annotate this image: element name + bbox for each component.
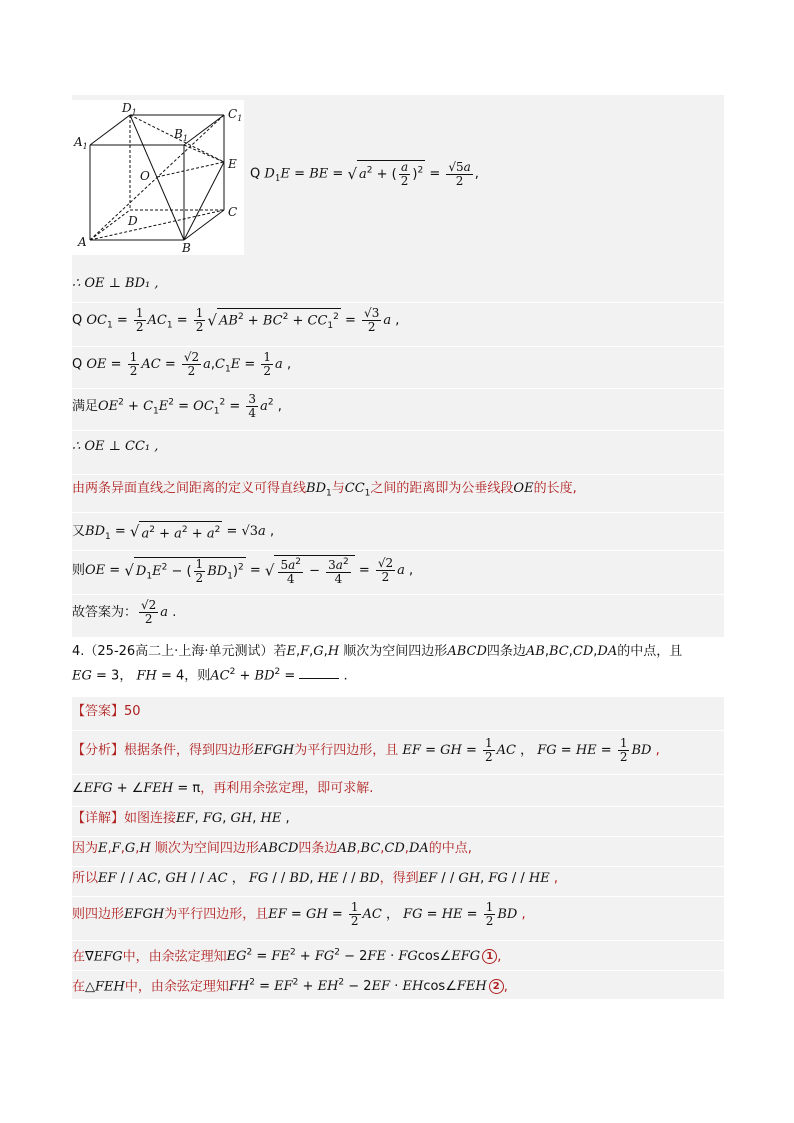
label-b1: $B_1$ [174,127,188,143]
detail-line-4: 则四边形EFGH为平行四边形，且EF = GH = $\frac{1}{2}$ AC ， FG = HE = $\frac{1}{2}$ BD , [72,896,724,941]
line-then-oe: 则OE = √ $D_1E^2$ − ( $\frac{1}{2}$ $BD_1)^2$ = √ $\frac{5a^2}{4}$ − $\frac{3a^2}{4}$ = $\frac{√2}{2}$ a , [72,550,724,597]
line-bd1: 又$BD_1$ = √ $a^2 + a^2 + a^2 = √3a$ , [72,512,724,555]
question-4: 4.（25-26高二上·上海·单元测试）若E,F,G,H 顺次为空间四边形ABCD四条边AB,BC,CD,DA的中点，且 EG = 3， FH = 4，则$AC^2 + BD^2$ = . [72,644,683,684]
label-a: A [78,235,87,249]
label-e: E [228,157,237,171]
detail-line-5: 在∇EFG中，由余弦定理知$EG^2 = FE^2 + FG^2 - 2FE$ · FGcos∠EFG 1 , [72,940,724,969]
line-oe-perp-cc1: ∴ OE ⊥ CC₁ , [72,430,724,475]
detail-line-1: 【详解】如图连接EF, FG, GH, HE , [72,806,724,835]
cube-diagram [72,100,244,255]
detail-line-2: 因为E,F,G,H 顺次为空间四边形ABCD四条边AB,BC,CD,DA的中点, [72,836,724,865]
line-d1e: Q $D_1E$ = BE = √ $a^2$ + ( $\frac{a}{2}$ )$^2$ = $\frac{√5a}{2}$ , [250,159,479,188]
label-d: D [128,214,138,228]
analysis-line: 【分析】根据条件，得到四边形EFGH为平行四边形，且 EF = GH = $\frac{1}{2}$ AC ， FG = HE = $\frac{1}{2}$ BD , [72,730,724,777]
label-c1: $C_1$ [228,107,243,123]
label-b: B [182,241,191,255]
label-c: C [228,205,238,219]
cube-figure [72,100,244,255]
answer-blank [299,668,339,679]
circle-2: 2 [489,979,504,994]
line-answer-prev: 故答案为： $\frac{√2}{2}$ a . [72,594,724,641]
line-satisfy: 满足$OE^2 + C_1E^2 = OC_1^2$ = $\frac{3}{4}$ $a^2$ , [72,388,724,433]
label-o: O [140,169,150,183]
line-oe: Q OE = $\frac{1}{2}$ AC = $\frac{√2}{2}$ $a,C_1E$ = $\frac{1}{2}$ a , [72,346,724,391]
line-definition: 由两条异面直线之间距离的定义可得直线$BD_1$与$CC_1$之间的距离即为公垂线段OE的长度, [72,474,724,511]
circle-1: 1 [482,949,497,964]
line-oc1: Q $OC_1$ = $\frac{1}{2}$ $AC_1$ = $\frac{1}{2}$ √ $AB^2 + BC^2 + CC_1^2$ = $\frac{√3}{2}$ a , [72,302,724,349]
detail-line-6: 在△FEH中，由余弦定理知$FH^2 = EF^2 + EH^2 - 2EF$ · EHcos∠FEH 2 , [72,970,724,999]
analysis-line-2: ∠EFG + ∠FEH = π，再利用余弦定理，即可求解. [72,774,724,807]
answer-line: 【答案】50 [72,704,141,719]
line-oe-perp-bd1: ∴ OE ⊥ BD₁ , [72,276,159,291]
label-d1: $D_1$ [122,101,137,117]
label-a1: $A_1$ [74,135,88,151]
detail-line-3: 所以EF / / AC, GH / / AC ， FG / / BD, HE / / BD，得到EF / / GH, FG / / HE , [72,866,724,895]
